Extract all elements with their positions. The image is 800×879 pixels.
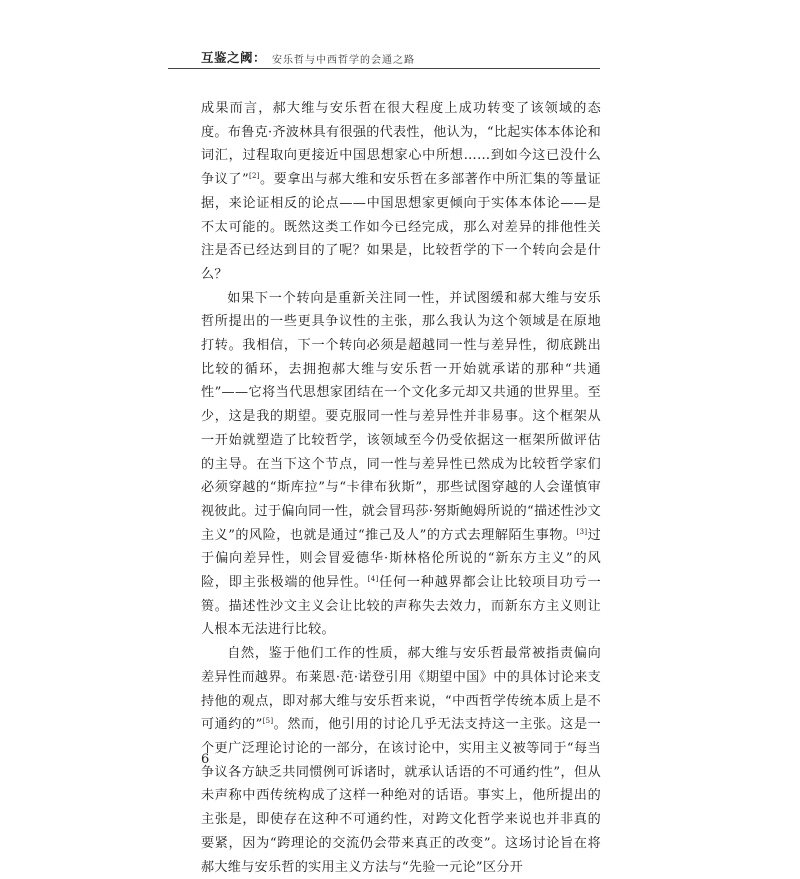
- paragraph-text: 过于偏向差异性，则会冒爱德华·斯林格伦所说的“新东方主义”的风险，即主张极端的他异性。: [201, 527, 601, 591]
- page-number: 6: [201, 752, 210, 767]
- footnote-marker: [4]: [367, 575, 379, 584]
- paragraph-text: 任何一种越界都会让比较项目功亏一篑。描述性沙文主义会让比较的声称失去效力，而新东方主义则让人根本无法进行比较。: [201, 575, 601, 638]
- paragraph-text: 如果下一个转向是重新关注同一性，并试图缓和郝大维与安乐哲所提出的一些更具争议性的主张，那么我认为这个领域是在原地打转。我相信，下一个转向必须是超越同一性与差异性，彻底跳出比较的循环，去拥抱郝大维与安乐哲一开始就承诺的那种“共通性”——它将当代思想家团结在一个文化多元却又共通的世界里。至少，这是我的期望。要克服同一性与差异性并非易事。这个框架从一开始就塑造了比较哲学，该领域至今仍受依据这一框架所做评估的主导。在当下这个节点，同一性与差异性已然成为比较哲学家们必须穿越的“斯库拉”与“卡律布狄斯”，那些试图穿越的人会谨慎审视彼此。过于偏向同一性，就会冒玛莎·努斯鲍姆所说的“描述性沙文主义”的风险，也就是通过“推己及人”的方式去理解陌生事物。: [201, 290, 601, 543]
- body-text: [201, 97, 601, 879]
- footnote-marker: [5]: [262, 717, 274, 726]
- footnote-marker: [3]: [576, 527, 588, 536]
- paragraph: [201, 642, 601, 879]
- paragraph: [201, 97, 601, 287]
- running-header: [201, 46, 601, 66]
- paragraph: [201, 287, 601, 643]
- footnote-marker: [2]: [248, 172, 260, 181]
- book-title: 互鉴之阈：: [201, 50, 267, 65]
- paragraph-text: 自然，鉴于他们工作的性质，郝大维与安乐哲最常被指责偏向差异性而越界。布莱恩·范·诺登引用《期望中国》中的具体讨论来支持他的观点，即对郝大维与安乐哲来说，“中西哲学传统本质上是不可通约的”: [201, 646, 601, 733]
- book-subtitle: 安乐哲与中西哲学的会通之路: [272, 55, 416, 66]
- paragraph-text: 。要拿出与郝大维和安乐哲在多部著作中所汇集的等量证据，来论证相反的论点——中国思想家更倾向于实体本体论——是不太可能的。既然这类工作如今已经完成，那么对差异的排他性关注是否已经达到目的了呢？如果是，比较哲学的下一个转向会是什么？: [201, 172, 601, 282]
- paragraph-text: 成果而言，郝大维与安乐哲在很大程度上成功转变了该领域的态度。布鲁克·齐波林具有很强的代表性，他认为，“比起实体本体论和词汇，过程取向更接近中国思想家心中所想……到如今这已没什么争议了”: [201, 101, 601, 188]
- header-rule: [168, 68, 600, 69]
- paragraph-text: 。然而，他引用的讨论几乎无法支持这一主张。这是一个更广泛理论讨论的一部分，在该讨论中，实用主义被等同于“每当争议各方缺乏共同惯例可诉诸时，就承认话语的不可通约性”，但从未声称中西传统构成了这样一种绝对的话语。事实上，他所提出的主张是，即使存在这种不可通约性，对跨文化哲学来说也并非真的要紧，因为“跨理论的交流仍会带来真正的改变”。这场讨论旨在将郝大维与安乐哲的实用主义方法与“先验一元论”区分开: [201, 717, 601, 875]
